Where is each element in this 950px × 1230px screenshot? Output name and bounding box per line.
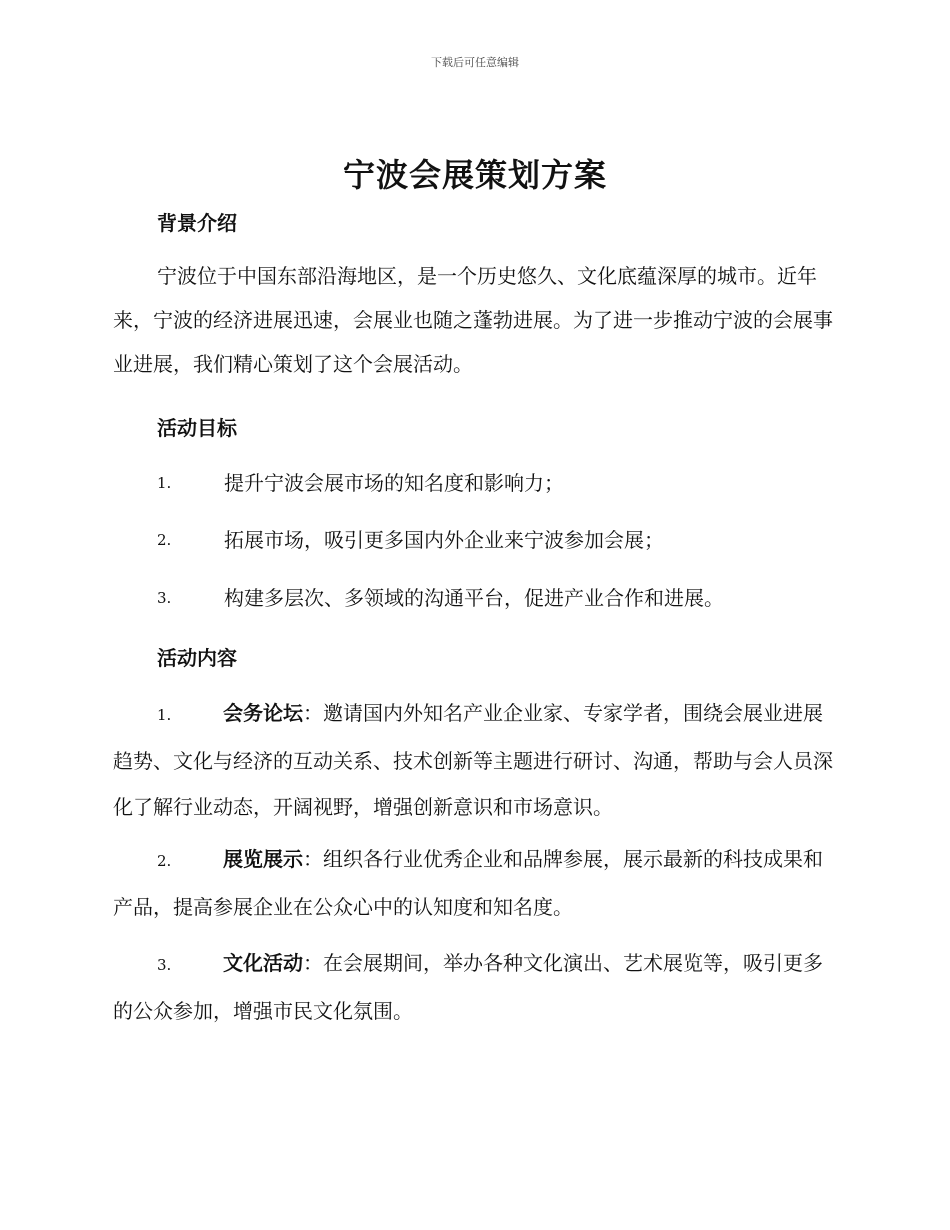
content-item-text: ：邀请国内外知名产业企业家、专家学者，围绕会展业进展趋势、文化与经济的互动关系、技术创新等主题进行研讨、沟通，帮助与会人员深化了解行业动态，开阔视野，增强创新意识和市场意识。 bbox=[113, 701, 833, 819]
content-item bbox=[113, 836, 838, 930]
content-heading: 活动内容 bbox=[157, 646, 237, 670]
content-item-title: 展览展示 bbox=[223, 847, 303, 871]
content-item bbox=[113, 690, 838, 830]
content-number: 3. bbox=[157, 956, 172, 974]
document-title: 宁波会展策划方案 bbox=[342, 156, 607, 194]
goals-heading: 活动目标 bbox=[157, 416, 237, 440]
goal-number: 1. bbox=[157, 474, 172, 492]
background-heading: 背景介绍 bbox=[157, 211, 237, 235]
content-number: 2. bbox=[157, 852, 172, 870]
content-item-text: ：在会展期间，举办各种文化演出、艺术展览等，吸引更多的公众参加，增强市民文化氛围。 bbox=[113, 951, 823, 1023]
goal-number: 3. bbox=[157, 589, 172, 607]
background-paragraph: 宁波位于中国东部沿海地区，是一个历史悠久、文化底蕴深厚的城市。近年来，宁波的经济进展迅速，会展业也随之蓬勃进展。为了进一步推动宁波的会展事业进展，我们精心策划了这个会展活动。 bbox=[113, 264, 833, 376]
content-item bbox=[113, 940, 838, 1034]
content-item-title: 文化活动 bbox=[223, 951, 303, 975]
content-item-title: 会务论坛 bbox=[223, 701, 303, 725]
header-note: 下载后可任意编辑 bbox=[431, 56, 519, 69]
content-item-text: ：组织各行业优秀企业和品牌参展，展示最新的科技成果和产品，提高参展企业在公众心中的认知度和知名度。 bbox=[113, 847, 823, 919]
goal-text: 构建多层次、多领域的沟通平台，促进产业合作和进展。 bbox=[224, 586, 724, 610]
goal-text: 提升宁波会展市场的知名度和影响力； bbox=[224, 471, 564, 495]
goal-number: 2. bbox=[157, 531, 172, 549]
goal-text: 拓展市场，吸引更多国内外企业来宁波参加会展； bbox=[224, 528, 664, 552]
content-number: 1. bbox=[157, 706, 172, 724]
